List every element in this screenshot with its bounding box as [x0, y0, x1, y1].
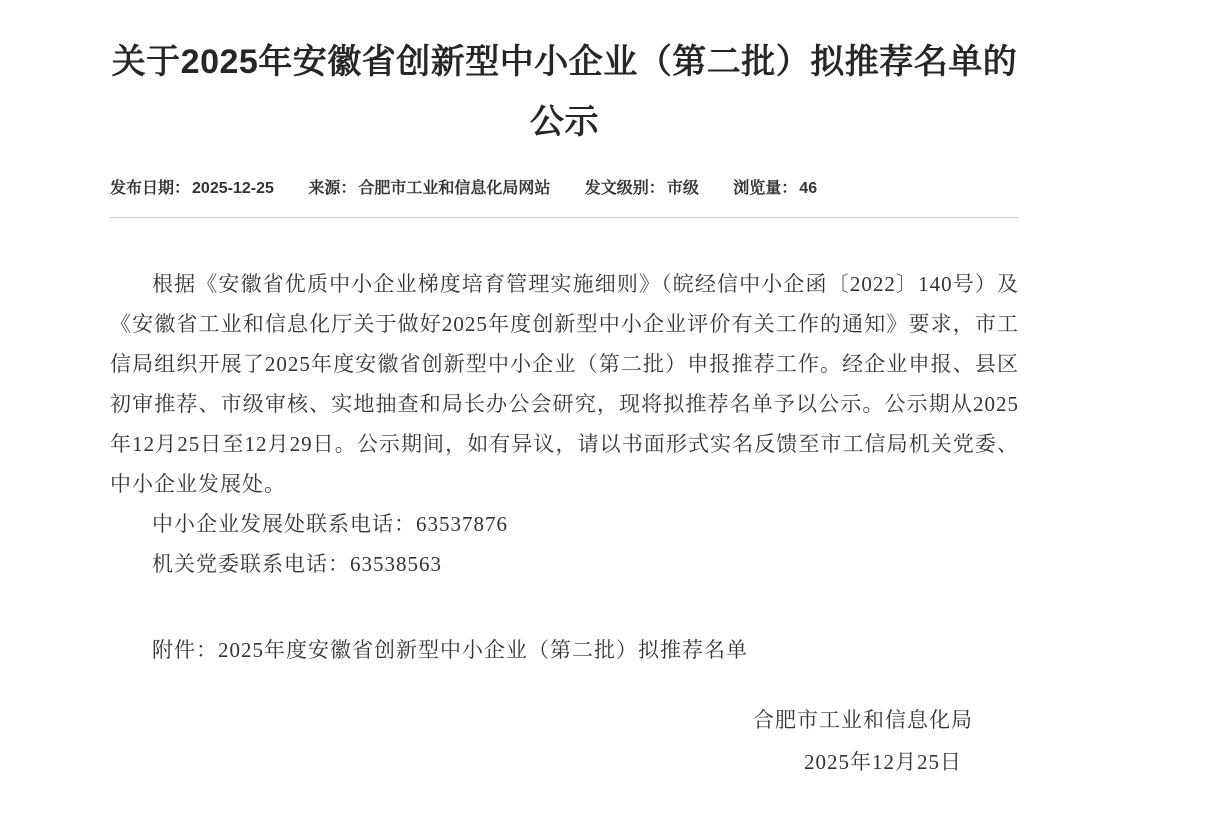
signature-date: 2025年12月25日: [804, 750, 962, 774]
doc-level-label: 发文级别：: [584, 180, 665, 197]
contact-phone-party: 机关党委联系电话：63538563: [152, 552, 442, 576]
views-label: 浏览量：: [733, 180, 798, 197]
doc-level-item: [585, 178, 699, 200]
views-value: 46: [799, 180, 818, 197]
signature-block: [110, 700, 1019, 782]
page-title-line-1: 关于2025年安徽省创新型中小企业（第二批）拟推荐名单的: [111, 43, 1018, 81]
meta-divider: [110, 217, 1019, 218]
source-value: 合肥市工业和信息化局网站: [358, 180, 551, 197]
document-meta-row: [110, 178, 1019, 200]
publish-date-value: 2025-12-25: [192, 180, 274, 197]
publish-date-item: [110, 178, 274, 200]
page-title-line-2: 公示: [530, 103, 599, 141]
page-title: [110, 32, 1019, 152]
blank-line: [110, 584, 1019, 630]
document-body: [110, 264, 1019, 782]
views-item: [733, 178, 817, 200]
attachment-link[interactable]: 附件：2025年度安徽省创新型中小企业（第二批）拟推荐名单: [152, 638, 748, 662]
announcement-document: [110, 32, 1019, 782]
doc-level-value: 市级: [666, 180, 699, 197]
publish-date-label: 发布日期：: [110, 180, 191, 197]
source-item: [308, 178, 550, 200]
announcement-paragraph: 根据《安徽省优质中小企业梯度培育管理实施细则》（皖经信中小企函〔2022〕140号）及《安徽省工业和信息化厅关于做好2025年度创新型中小企业评价有关工作的通知》要求，市工信局组织开展了2025年度安徽省创新型中小企业（第二批）申报推荐工作。经企业申报、县区初审推荐、市级审核、实地抽查和局长办公会研究，现将拟推荐名单予以公示。公示期从2025年12月25日至12月29日。公示期间，如有异议，请以书面形式实名反馈至市工信局机关党委、中小企业发展处。: [110, 272, 1019, 496]
signature-org: 合肥市工业和信息化局: [753, 708, 973, 732]
source-label: 来源：: [308, 180, 357, 197]
contact-phone-sme: 中小企业发展处联系电话：63537876: [152, 512, 508, 536]
